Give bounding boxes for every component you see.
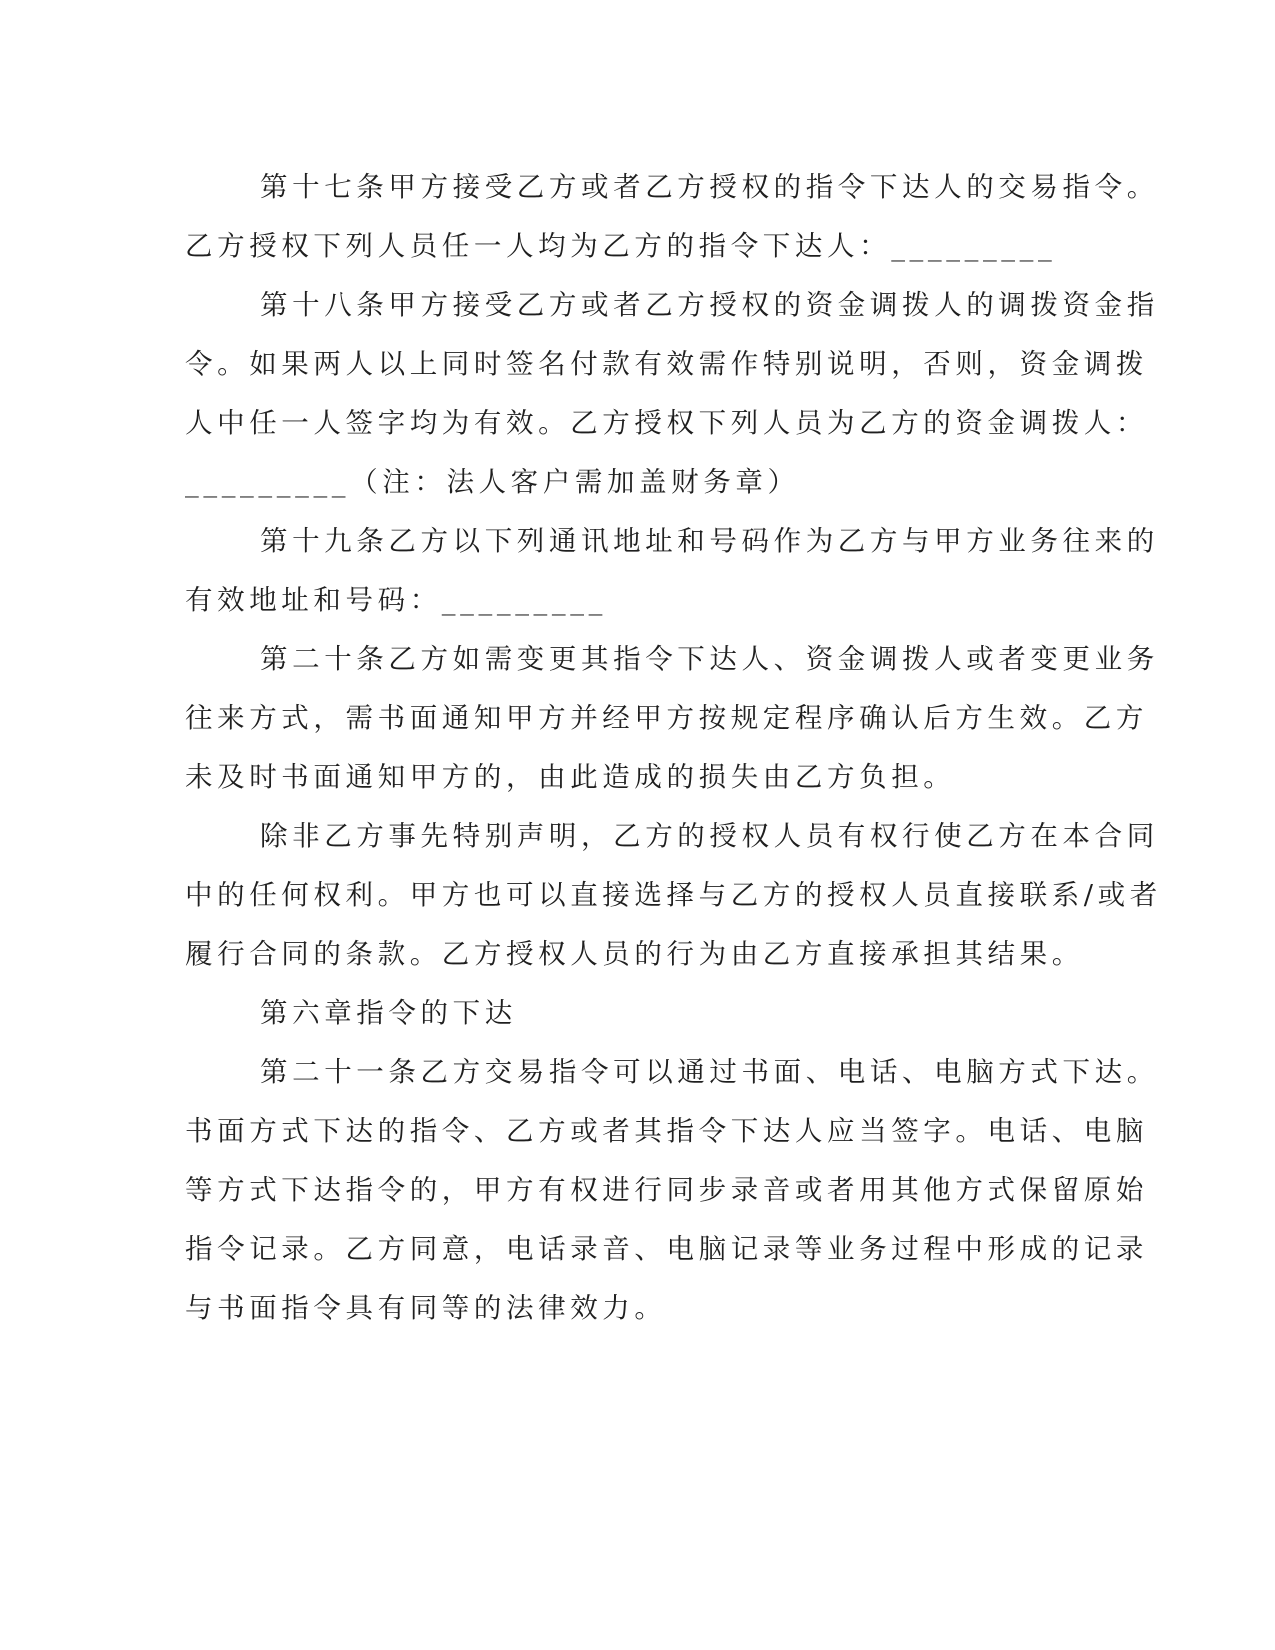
article-20-line-1: 第二十条乙方如需变更其指令下达人、资金调拨人或者变更业务 [260,643,1159,675]
article-21-line-5: 与书面指令具有同等的法律效力。 [185,1292,667,1324]
authorization-paragraph-line-3: 履行合同的条款。乙方授权人员的行为由乙方直接承担其结果。 [185,938,1084,970]
article-19-line-1: 第十九条乙方以下列通讯地址和号码作为乙方与甲方业务往来的 [260,525,1159,557]
article-21-line-1: 第二十一条乙方交易指令可以通过书面、电话、电脑方式下达。 [260,1056,1159,1088]
article-21-line-3: 等方式下达指令的，甲方有权进行同步录音或者用其他方式保留原始 [185,1174,1148,1206]
authorization-paragraph-line-2: 中的任何权利。甲方也可以直接选择与乙方的授权人员直接联系/或者 [185,879,1162,911]
article-21-line-2: 书面方式下达的指令、乙方或者其指令下达人应当签字。电话、电脑 [185,1115,1148,1147]
article-19-line-2: 有效地址和号码：_________ [185,584,607,616]
article-21-line-4: 指令记录。乙方同意，电话录音、电脑记录等业务过程中形成的记录 [185,1233,1148,1265]
article-20-line-2: 往来方式，需书面通知甲方并经甲方按规定程序确认后方生效。乙方 [185,702,1148,734]
article-17-line-2: 乙方授权下列人员任一人均为乙方的指令下达人：_________ [185,230,1057,262]
article-18-line-4: _________（注：法人客户需加盖财务章） [185,466,800,498]
article-18-line-3: 人中任一人签字均为有效。乙方授权下列人员为乙方的资金调拨人： [185,407,1148,439]
document-body [185,158,1162,1338]
article-17-line-1: 第十七条甲方接受乙方或者乙方授权的指令下达人的交易指令。 [260,171,1159,203]
article-18-line-1: 第十八条甲方接受乙方或者乙方授权的资金调拨人的调拨资金指 [260,289,1159,321]
article-20-line-3: 未及时书面通知甲方的，由此造成的损失由乙方负担。 [185,761,956,793]
chapter-6-heading: 第六章指令的下达 [260,997,517,1029]
article-18-line-2: 令。如果两人以上同时签名付款有效需作特别说明，否则，资金调拨 [185,348,1148,380]
authorization-paragraph-line-1: 除非乙方事先特别声明，乙方的授权人员有权行使乙方在本合同 [260,820,1159,852]
